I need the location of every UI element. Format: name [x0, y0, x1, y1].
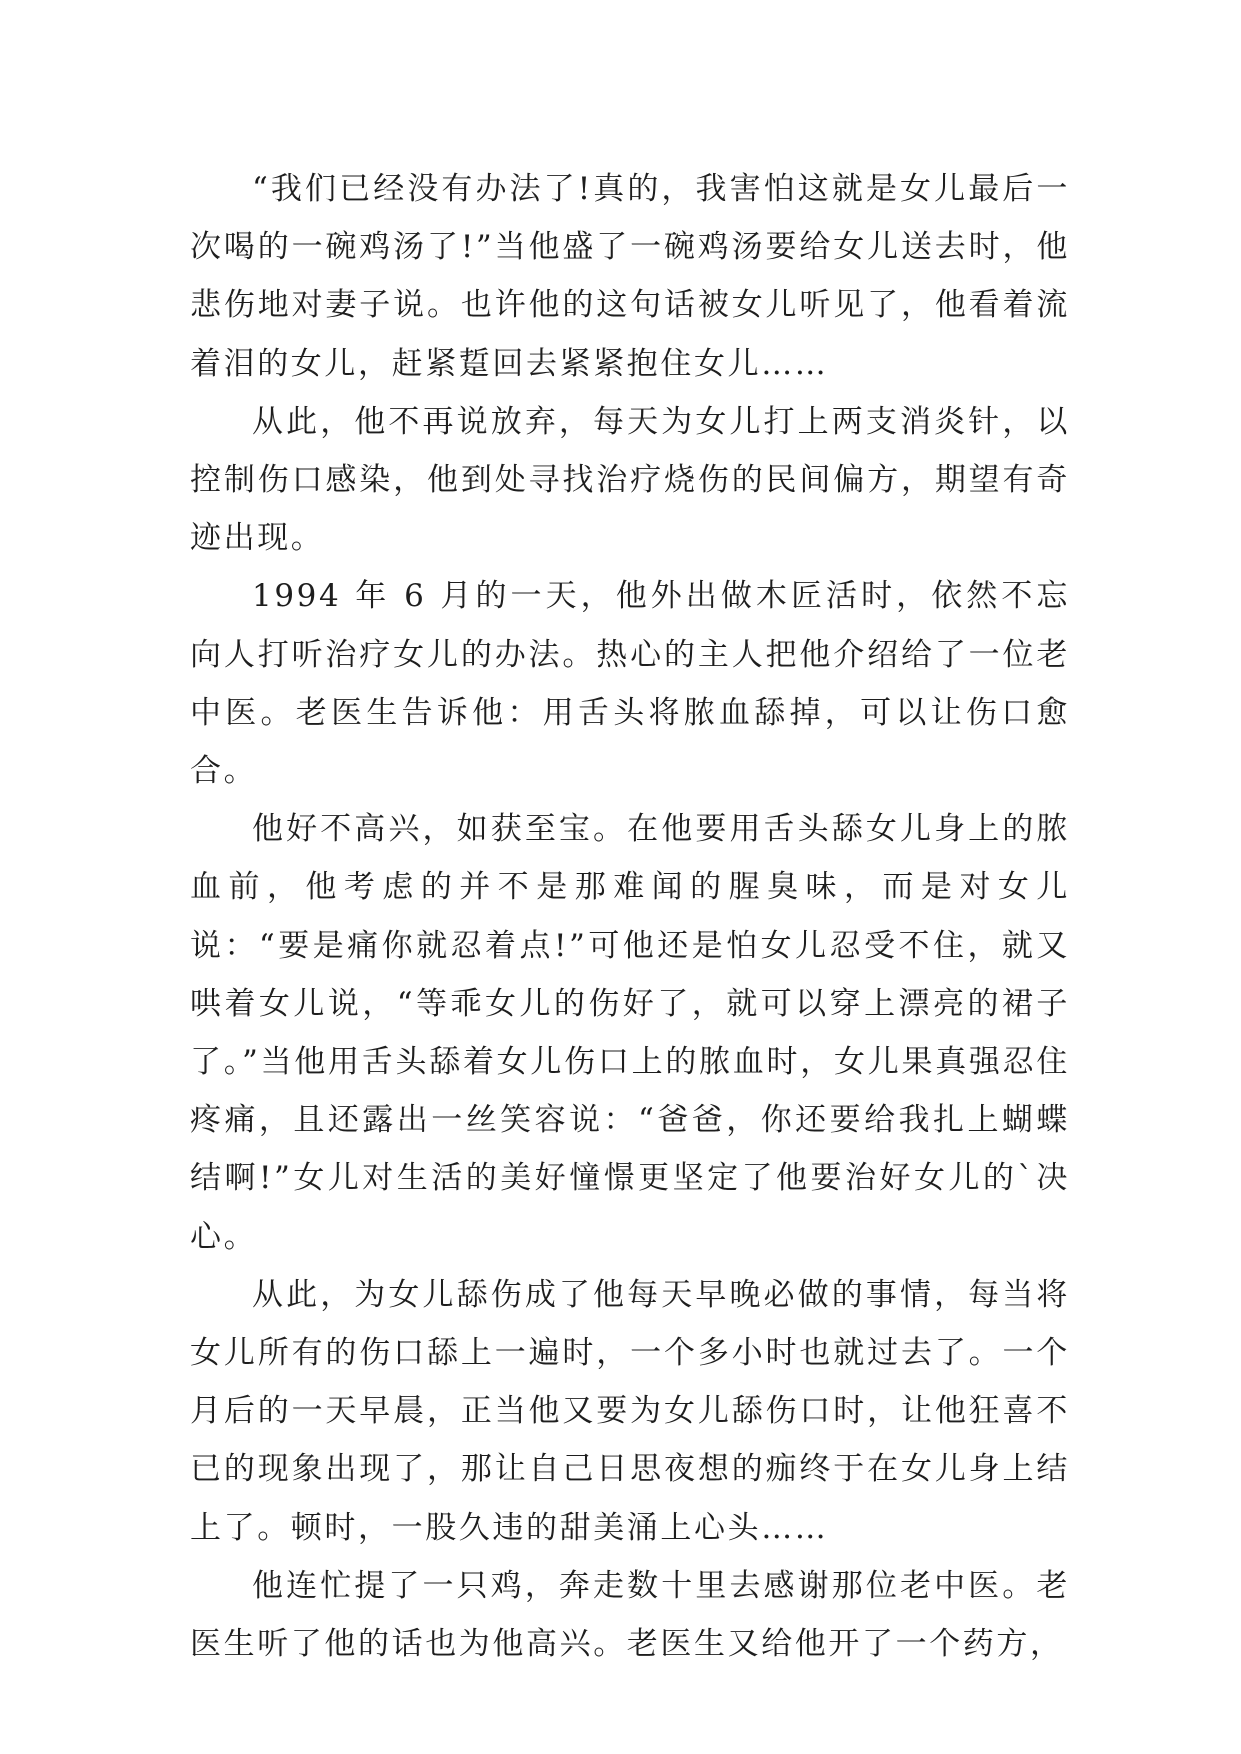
paragraph: 从此，他不再说放弃，每天为女儿打上两支消炎针，以控制伤口感染，他到处寻找治疗烧伤的民间偏方，期望有奇迹出现。 — [190, 403, 1070, 557]
paragraph: 他连忙提了一只鸡，奔走数十里去感谢那位老中医。老医生听了他的话也为他高兴。老医生又给他开了一个药方， — [190, 1567, 1070, 1663]
paragraph: “我们已经没有办法了!真的，我害怕这就是女儿最后一次喝的一碗鸡汤了!”当他盛了一碗鸡汤要给女儿送去时，他悲伤地对妻子说。也许他的这句话被女儿听见了，他看着流着泪的女儿，赶紧踅回去紧紧抱住女儿…… — [190, 171, 1070, 382]
paragraph: 从此，为女儿舔伤成了他每天早晚必做的事情，每当将女儿所有的伤口舔上一遍时，一个多小时也就过去了。一个月后的一天早晨，正当他又要为女儿舔伤口时，让他狂喜不已的现象出现了，那让自己日思夜想的痂终于在女儿身上结上了。顿时，一股久违的甜美涌上心头…… — [190, 1276, 1070, 1546]
body-text — [190, 160, 1070, 1673]
paragraph: 他好不高兴，如获至宝。在他要用舌头舔女儿身上的脓血前，他考虑的并不是那难闻的腥臭味，而是对女儿说：“要是痛你就忍着点!”可他还是怕女儿忍受不住，就又哄着女儿说，“等乖女儿的伤好了，就可以穿上漂亮的裙子了。”当他用舌头舔着女儿伤口上的脓血时，女儿果真强忍住疼痛，且还露出一丝笑容说：“爸爸，你还要给我扎上蝴蝶结啊!”女儿对生活的美好憧憬更坚定了他要治好女儿的`决心。 — [190, 811, 1070, 1255]
paragraph: 1994 年 6 月的一天，他外出做木匠活时，依然不忘向人打听治疗女儿的办法。热心的主人把他介绍给了一位老中医。老医生告诉他：用舌头将脓血舔掉，可以让伤口愈合。 — [190, 578, 1070, 790]
